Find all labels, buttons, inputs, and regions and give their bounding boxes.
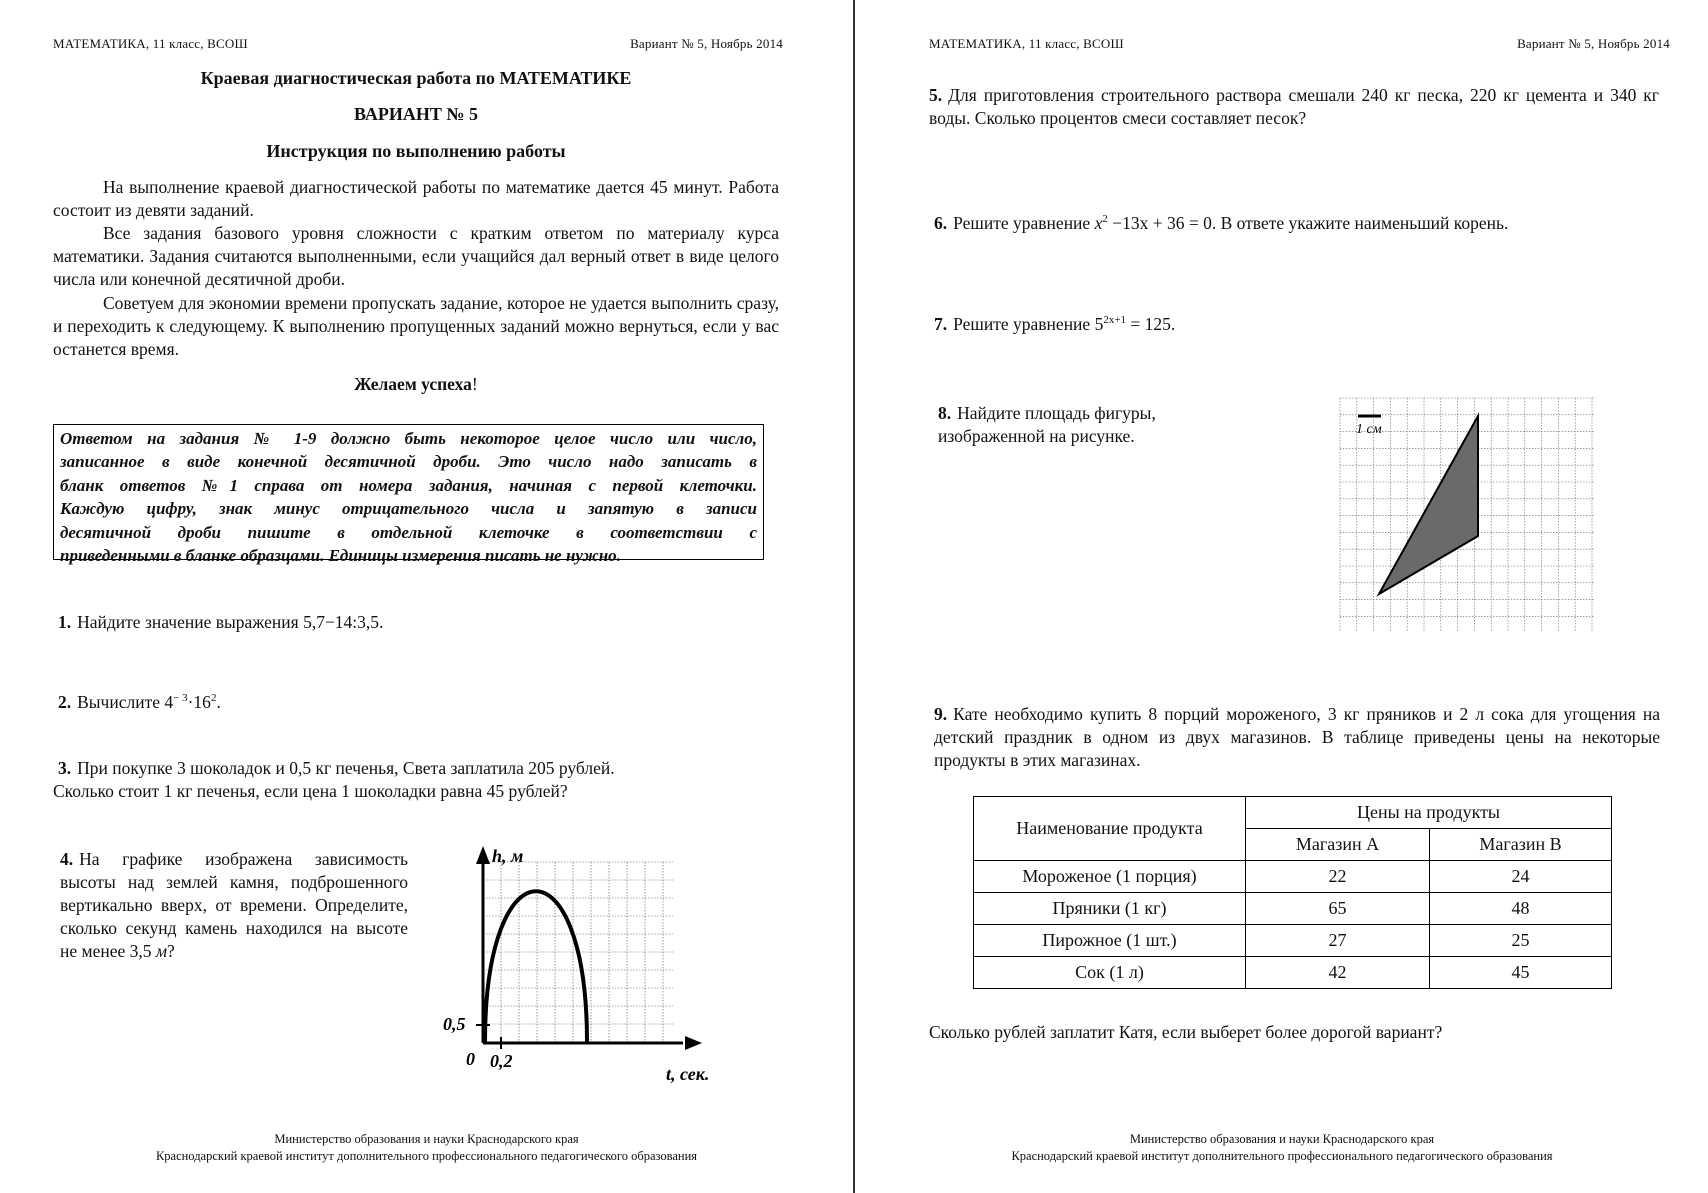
header-subject: МАТЕМАТИКА, 11 класс, ВСОШ — [929, 36, 1124, 51]
y-axis-arrow — [476, 846, 490, 864]
page-divider — [853, 0, 855, 1193]
note-line: Каждую цифру, знак минус отрицательного числа и запятую в записи — [60, 499, 757, 519]
task-8: 8. Найдите площадь фигуры, изображенной на рисунке. — [938, 403, 1156, 446]
table-row — [974, 925, 1612, 957]
header-variant: Вариант № 5, Ноябрь 2014 — [630, 36, 783, 51]
price-a: 27 — [1246, 925, 1430, 957]
left-page — [0, 0, 853, 1193]
trajectory-curve — [485, 891, 587, 1042]
price-b: 25 — [1430, 925, 1612, 957]
footer-institute: Краснодарский краевой институт дополнительного профессионального педагогического образования — [1011, 1149, 1553, 1163]
product-name: Сок (1 л) — [974, 957, 1246, 989]
area-figure-grid — [1338, 396, 1598, 636]
price-b: 48 — [1430, 893, 1612, 925]
work-title: Краевая диагностическая работа по МАТЕМАТИКЕ — [200, 68, 632, 88]
note-line: Ответом на задания № 1-9 должно быть некоторое целое число или число, — [60, 429, 757, 448]
instruction-paragraph-1: На выполнение краевой диагностической работы по математике дается 45 минут. Работа состоит из девяти заданий. — [53, 177, 779, 220]
table-row — [974, 861, 1612, 893]
footer-institute: Краснодарский краевой институт дополнительного профессионального педагогического образования — [155, 1149, 698, 1163]
product-name: Пирожное (1 шт.) — [974, 925, 1246, 957]
x-tick-label: 0,2 — [490, 1051, 513, 1071]
product-name: Мороженое (1 порция) — [974, 861, 1246, 893]
variant-title: ВАРИАНТ № 5 — [354, 104, 478, 124]
header-product: Наименование продукта — [974, 797, 1246, 861]
product-name: Пряники (1 кг) — [974, 893, 1246, 925]
task-6: 6. Решите уравнение $x^2 -13x + 36 = 0$. В ответе укажите наименьший корень. — [934, 212, 1509, 233]
price-table — [973, 796, 1612, 989]
instruction-paragraph-3: Советуем для экономии времени пропускать задание, которое не удается выполнить сразу, и переходить к следующему. К выполнению пропущенных заданий можно вернуться, если у вас останется время. — [53, 293, 779, 359]
task-7: 7. Решите уравнение $5^{2x+1} = 125$. — [934, 313, 1176, 334]
answer-instructions-box — [53, 424, 764, 566]
table-row — [974, 893, 1612, 925]
footer-ministry: Министерство образования и науки Краснодарского края — [274, 1132, 579, 1146]
instruction-paragraph-2: Все задания базового уровня сложности с кратким ответом по материалу курса математики. Задания считаются выполненными, если учащийся дал верный ответ в виде целого числа или конечной десятичной дроби. — [53, 223, 779, 289]
note-line: бланк ответов №1 справа от номера задания, начиная с первой клеточки. — [60, 475, 757, 495]
header-shop-b: Магазин В — [1430, 829, 1612, 861]
price-a: 42 — [1246, 957, 1430, 989]
x-axis-arrow — [685, 1036, 702, 1050]
price-a: 65 — [1246, 893, 1430, 925]
note-line: десятичной дроби пишите в отдельной клеточке в соответствии с — [60, 522, 757, 542]
header-shop-a: Магазин А — [1246, 829, 1430, 861]
price-b: 24 — [1430, 861, 1612, 893]
task-2: 2. Вычислите $4^{- 3}\cdot 16^2$. — [58, 691, 221, 712]
header-prices: Цены на продукты — [1246, 797, 1612, 829]
wish-text: Желаем успеха! — [354, 374, 478, 394]
header-subject: МАТЕМАТИКА, 11 класс, ВСОШ — [53, 36, 248, 51]
task-3: 3. При покупке 3 шоколадок и 0,5 кг печенья, Света заплатила 205 рублей. Сколько стоит 1 кг печенья, если цена 1 шоколадки равна 45 рублей? — [53, 758, 615, 801]
origin-label: 0 — [466, 1049, 475, 1069]
task-9-question: Сколько рублей заплатит Катя, если выберет более дорогой вариант? — [929, 1022, 1443, 1042]
task-9: 9. Кате необходимо купить 8 порций мороженого, 3 кг пряников и 2 л сока для угощения на детский праздник в одном из двух магазинов. В таблице приведены цены на некоторые продукты в этих магазинах. — [934, 704, 1660, 770]
x-axis-label: t, сек. — [666, 1064, 710, 1084]
instructions-heading: Инструкция по выполнению работы — [266, 141, 566, 161]
right-page — [856, 0, 1708, 1193]
y-axis-label: h, м — [492, 846, 524, 866]
table-header-row — [974, 797, 1612, 829]
task-1: 1. Найдите значение выражения 5,7−14:3,5. — [58, 612, 384, 632]
task-4: 4. На графике изображена зависимость высоты над землей камня, подброшенного вертикально вверх, от времени. Определите, сколько секунд камень находился на высоте не менее 3,5 м? — [60, 849, 408, 961]
price-a: 22 — [1246, 861, 1430, 893]
height-time-graph — [430, 836, 730, 1096]
table-row — [974, 957, 1612, 989]
note-line: записанное в виде конечной десятичной дроби. Это число надо записать в — [60, 452, 757, 472]
header-variant: Вариант № 5, Ноябрь 2014 — [1517, 36, 1670, 51]
note-line: приведенными в бланке образцами. Единицы измерения писать не нужно. — [60, 546, 621, 566]
shaded-triangle — [1379, 416, 1478, 594]
y-tick-label: 0,5 — [443, 1014, 466, 1034]
scale-label: 1 см — [1356, 422, 1382, 437]
task-5: 5. Для приготовления строительного раствора смешали 240 кг песка, 220 кг цемента и 340 кг воды. Сколько процентов смеси составляет песок? — [929, 85, 1659, 128]
price-b: 45 — [1430, 957, 1612, 989]
footer-ministry: Министерство образования и науки Краснодарского края — [1129, 1132, 1435, 1146]
